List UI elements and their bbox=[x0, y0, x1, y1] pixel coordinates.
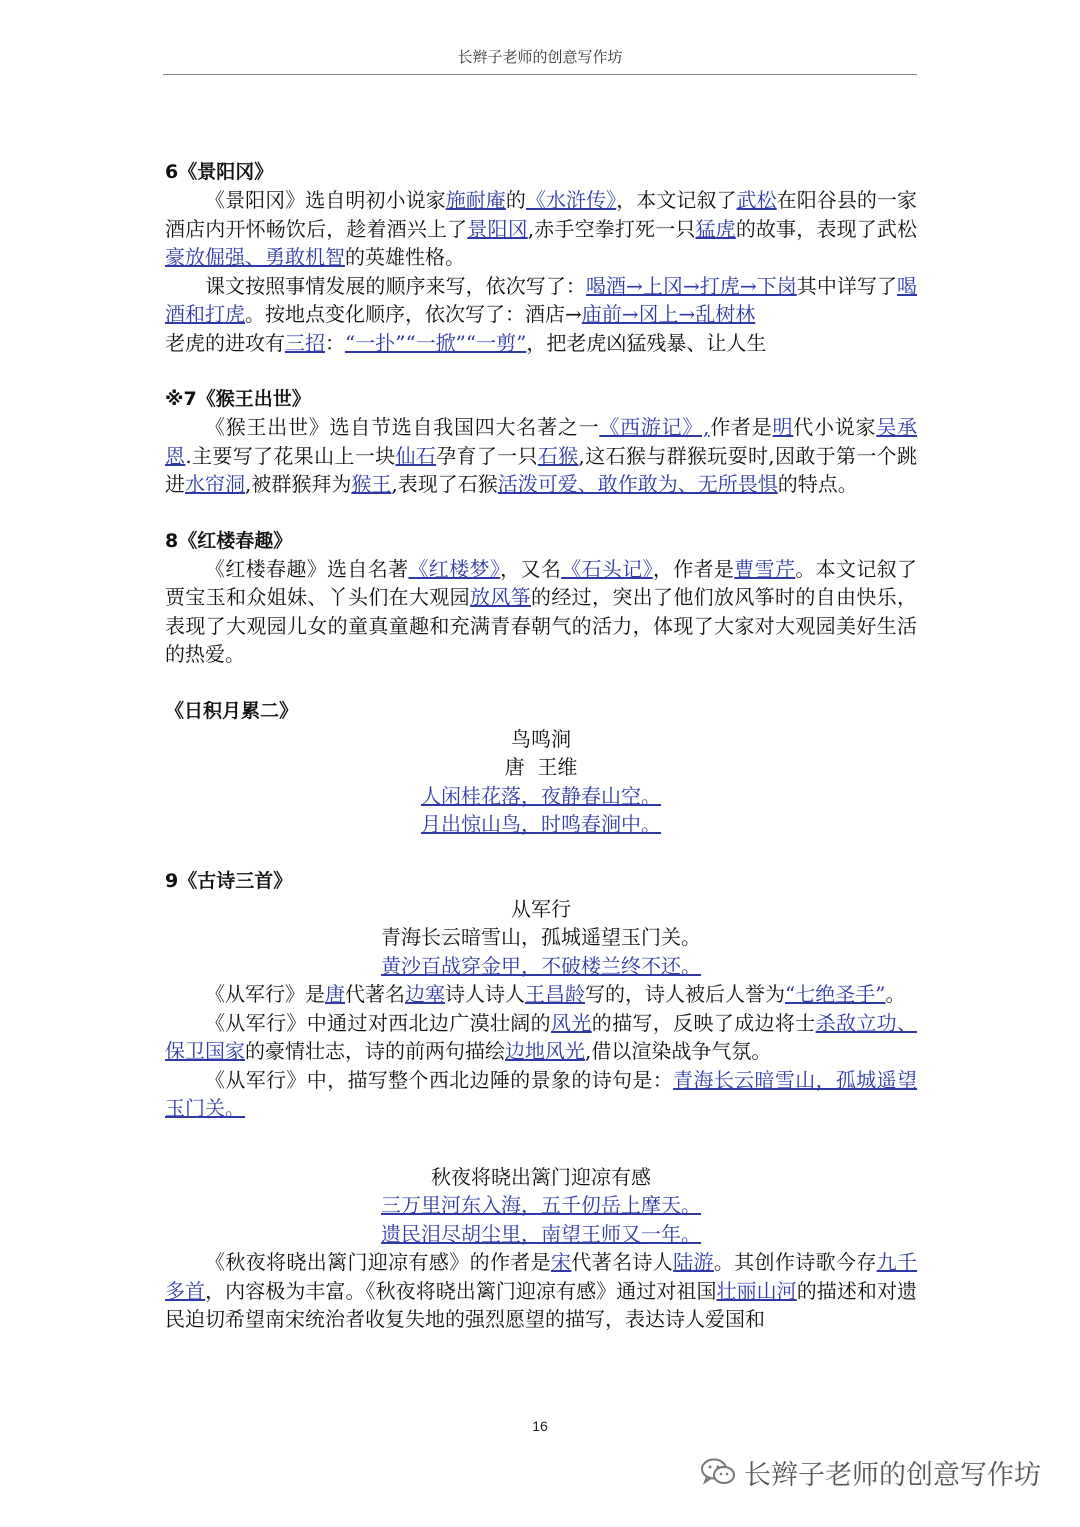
poem-line: 人闲桂花落，夜静春山空。 bbox=[421, 783, 661, 808]
wechat-icon bbox=[700, 1457, 736, 1487]
wechat-watermark bbox=[700, 1450, 1060, 1494]
poem-title-qiuye: 秋夜将晓出篱门迎凉有感 bbox=[431, 1164, 651, 1189]
paragraph-9-2: 《从军行》中通过对西北边广漠壮阔的风光的描写，反映了成边将士杀敌立功、保卫国家的豪情壮志，诗的前两句描绘边地风光,借以渲染战争气氛。 bbox=[165, 1010, 918, 1063]
section-title-6: 6《景阳冈》 bbox=[165, 161, 274, 183]
poem-line: 黄沙百战穿金甲，不破楼兰终不还。 bbox=[381, 953, 701, 978]
paragraph-6-3: 老虎的进攻有三招：“一扑”“一掀”“一剪”，把老虎凶猛残暴、让人生 bbox=[165, 330, 767, 355]
paragraph-7-1: 《猴王出世》选自节选自我国四大名著之一《西游记》,作者是明代小说家吴承恩.主要写了花果山上一块仙石孕育了一只石猴,这石猴与群猴玩耍时,因敢于第一个跳进水帘洞,被群猴拜为猴王,表现了石猴活泼可爱、敢作敢为、无所畏惧的特点。 bbox=[165, 415, 918, 496]
paragraph-9-1: 《从军行》是唐代著名边塞诗人诗人王昌龄写的，诗人被后人誉为“七绝圣手”。 bbox=[205, 982, 906, 1006]
document-body bbox=[165, 158, 917, 1334]
poem-line: 三万里河东入海，五千仞岳上摩天。 bbox=[381, 1193, 701, 1217]
poem-line: 遗民泪尽胡尘里，南望王师又一年。 bbox=[381, 1221, 701, 1246]
paragraph-6-2: 课文按照事情发展的顺序来写，依次写了：喝酒→上冈→打虎→下岗其中详写了喝酒和打虎。按地点变化顺序，依次写了：酒店→庙前→冈上→乱树林 bbox=[165, 273, 918, 326]
page-number: 16 bbox=[532, 1418, 548, 1434]
paragraph-9-4: 《秋夜将晓出篱门迎凉有感》的作者是宋代著名诗人陆游。其创作诗歌今存九千多首，内容极为丰富。《秋夜将晓出篱门迎凉有感》通过对祖国壮丽山河的描述和对遗民迫切希望南宋统治者收复失地的强烈愿望的描写，表达诗人爱国和 bbox=[165, 1250, 918, 1331]
paragraph-8-1: 《红楼春趣》选自名著《红楼梦》，又名《石头记》，作者是曹雪芹。本文记叙了贾宝玉和众姐妹、丫头们在大观园放风筝的经过，突出了他们放风筝时的自由快乐，表现了大观园儿女的童真童趣和充满青春朝气的活力，体现了大家对大观园美好生活的热爱。 bbox=[165, 556, 918, 666]
section-title-9: 9《古诗三首》 bbox=[165, 869, 293, 892]
paragraph-6-1: 《景阳冈》选自明初小说家施耐庵的《水浒传》，本文记叙了武松在阳谷县的一家酒店内开怀畅饮后，趁着酒兴上了景阳冈,赤手空拳打死一只猛虎的故事，表现了武松豪放倔强、勇敢机智的英雄性格。 bbox=[165, 188, 918, 269]
paragraph-9-3: 《从军行》中，描写整个西北边陲的景象的诗句是：青海长云暗雪山，孤城遥望玉门关。 bbox=[165, 1067, 918, 1120]
section-title-7: ※7《猴王出世》 bbox=[165, 388, 311, 410]
watermark-text: 长辫子老师的创意写作坊 bbox=[744, 1459, 1041, 1491]
section-title-8: 8《红楼春趣》 bbox=[165, 529, 293, 552]
poem-line: 青海长云暗雪山，孤城遥望玉门关。 bbox=[381, 925, 701, 949]
page-header: 长辫子老师的创意写作坊 bbox=[163, 46, 917, 75]
poem-title-congjunxing: 从军行 bbox=[511, 896, 571, 921]
poem-line: 月出惊山鸟，时鸣春涧中。 bbox=[421, 812, 661, 836]
section-title-rijilei: 《日积月累二》 bbox=[165, 699, 299, 722]
poem-author: 唐 王维 bbox=[504, 755, 578, 779]
poem-title-niaomingjian: 鸟鸣涧 bbox=[511, 726, 571, 751]
